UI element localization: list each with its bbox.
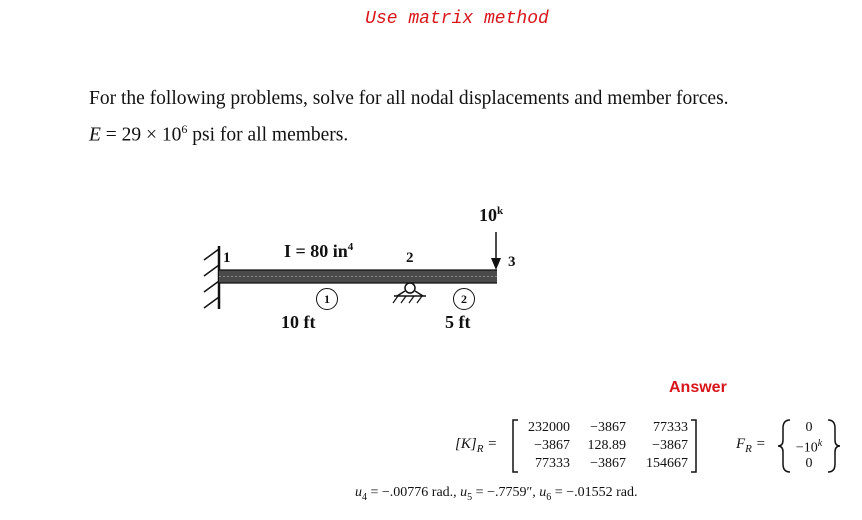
member-2-marker: 2 (453, 288, 475, 310)
stiffness-label-subscript: R (476, 443, 484, 455)
vector-cell-value: −10 (795, 440, 818, 456)
node-1-label: 1 (223, 250, 231, 266)
node-3-label: 3 (508, 254, 516, 270)
matrix-cell: 154667 (646, 456, 688, 471)
u5-symbol: u (460, 485, 468, 500)
u4-symbol: u (355, 485, 362, 500)
vector-cell: 0 (805, 420, 813, 435)
problem-line-1: For the following problems, solve for all nodal displacements and member forces. (89, 88, 729, 109)
node-2-label: 2 (406, 250, 414, 266)
modulus-suffix: psi for all members. (187, 124, 349, 146)
matrix-cell: 77333 (535, 456, 570, 471)
u6-symbol: u (539, 485, 547, 500)
stiffness-matrix-label (455, 436, 497, 455)
answer-label: Answer (669, 379, 727, 396)
u5-value: = −.7759″, (472, 485, 540, 500)
pin-support-icon (393, 283, 426, 303)
displacement-results (355, 485, 637, 503)
force-label-subscript: R (745, 443, 752, 455)
force-vector-label (736, 436, 766, 455)
load-value: 10 (479, 205, 497, 225)
u4-subscript: 4 (362, 491, 367, 503)
u5-subscript: 5 (467, 491, 473, 503)
member-1-marker: 1 (316, 288, 338, 310)
matrix-cell: −3867 (652, 438, 688, 453)
u6-subscript: 6 (546, 491, 552, 503)
vector-cell (790, 438, 828, 457)
beam-member (219, 270, 497, 283)
fixed-support-icon (204, 246, 219, 309)
modulus-equation: = 29 × 10 (100, 124, 182, 146)
u6-value: = −.01552 rad. (551, 485, 638, 500)
instruction-text: Use matrix method (365, 9, 549, 29)
inertia-label (284, 241, 353, 262)
load-label (479, 205, 503, 226)
inertia-exponent: 4 (347, 241, 354, 253)
force-label-text: F (736, 436, 746, 452)
matrix-cell: −3867 (590, 456, 626, 471)
load-unit: k (497, 205, 504, 217)
span-1-label: 10 ft (281, 312, 316, 332)
modulus-symbol: E (89, 124, 101, 146)
span-2-label: 5 ft (445, 312, 471, 332)
vector-cell: 0 (805, 456, 813, 471)
matrix-cell: 77333 (653, 420, 688, 435)
stiffness-label-text: [K] (455, 436, 477, 452)
load-arrow-icon (491, 232, 501, 270)
stiffness-label-equals: = (483, 436, 498, 452)
vector-cell-exponent: k (817, 438, 823, 449)
force-label-equals: = (751, 436, 766, 452)
matrix-cell: 128.89 (587, 438, 626, 453)
u4-value: = −.00776 rad., (367, 485, 461, 500)
matrix-cell: 232000 (528, 420, 570, 435)
matrix-cell: −3867 (534, 438, 570, 453)
matrix-cell: −3867 (590, 420, 626, 435)
modulus-exponent: 6 (181, 122, 188, 136)
inertia-text: I = 80 in (284, 241, 348, 261)
